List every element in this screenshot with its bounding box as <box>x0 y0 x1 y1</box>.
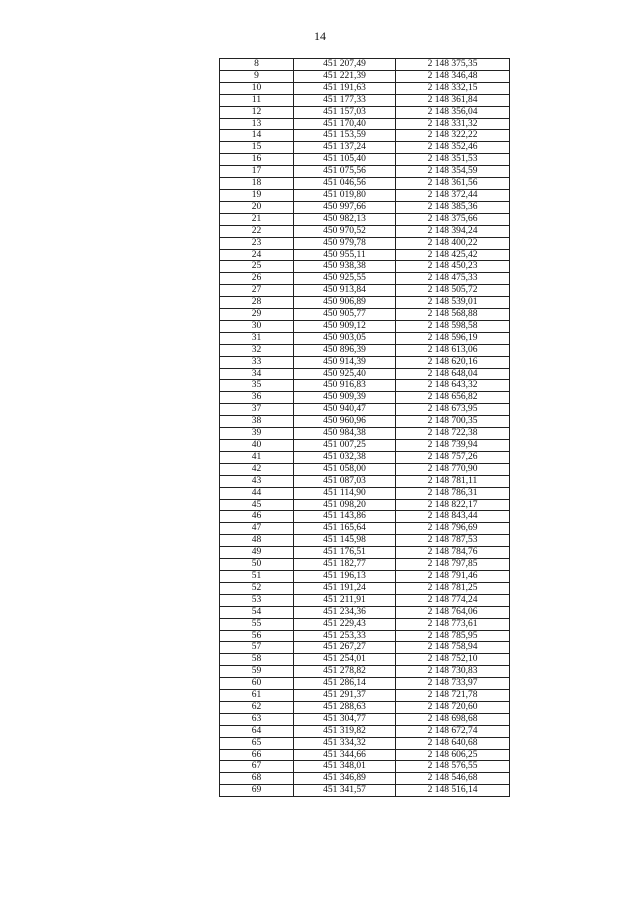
y-coordinate-cell: 2 148 656,82 <box>396 392 510 404</box>
x-coordinate-cell: 450 896,39 <box>294 344 396 356</box>
y-coordinate-cell: 2 148 739,94 <box>396 440 510 452</box>
table-row <box>220 261 510 273</box>
y-coordinate-cell: 2 148 576,55 <box>396 761 510 773</box>
y-coordinate-cell: 2 148 643,32 <box>396 380 510 392</box>
table-row <box>220 725 510 737</box>
point-number-cell: 50 <box>220 559 294 571</box>
point-number-cell: 35 <box>220 380 294 392</box>
x-coordinate-cell: 451 145,98 <box>294 535 396 547</box>
x-coordinate-cell: 451 291,37 <box>294 690 396 702</box>
x-coordinate-cell: 451 098,20 <box>294 499 396 511</box>
table-row <box>220 463 510 475</box>
x-coordinate-cell: 450 938,38 <box>294 261 396 273</box>
y-coordinate-cell: 2 148 450,23 <box>396 261 510 273</box>
y-coordinate-cell: 2 148 475,33 <box>396 273 510 285</box>
point-number-cell: 54 <box>220 606 294 618</box>
x-coordinate-cell: 451 304,77 <box>294 713 396 725</box>
point-number-cell: 28 <box>220 297 294 309</box>
y-coordinate-cell: 2 148 596,19 <box>396 332 510 344</box>
point-number-cell: 44 <box>220 487 294 499</box>
y-coordinate-cell: 2 148 774,24 <box>396 594 510 606</box>
point-number-cell: 46 <box>220 511 294 523</box>
y-coordinate-cell: 2 148 516,14 <box>396 785 510 797</box>
y-coordinate-cell: 2 148 758,94 <box>396 642 510 654</box>
point-number-cell: 14 <box>220 130 294 142</box>
table-row <box>220 451 510 463</box>
x-coordinate-cell: 451 105,40 <box>294 154 396 166</box>
table-row <box>220 249 510 261</box>
table-row <box>220 749 510 761</box>
table-row <box>220 332 510 344</box>
coordinates-table <box>219 58 510 797</box>
x-coordinate-cell: 451 191,24 <box>294 582 396 594</box>
point-number-cell: 43 <box>220 475 294 487</box>
point-number-cell: 11 <box>220 94 294 106</box>
x-coordinate-cell: 450 909,39 <box>294 392 396 404</box>
x-coordinate-cell: 450 903,05 <box>294 332 396 344</box>
x-coordinate-cell: 451 221,39 <box>294 70 396 82</box>
table-row <box>220 285 510 297</box>
table-row <box>220 559 510 571</box>
point-number-cell: 64 <box>220 725 294 737</box>
y-coordinate-cell: 2 148 730,83 <box>396 666 510 678</box>
point-number-cell: 55 <box>220 618 294 630</box>
coordinates-table-body <box>220 59 510 797</box>
point-number-cell: 27 <box>220 285 294 297</box>
table-row <box>220 701 510 713</box>
point-number-cell: 68 <box>220 773 294 785</box>
y-coordinate-cell: 2 148 606,25 <box>396 749 510 761</box>
point-number-cell: 51 <box>220 570 294 582</box>
x-coordinate-cell: 451 182,77 <box>294 559 396 571</box>
table-row <box>220 213 510 225</box>
y-coordinate-cell: 2 148 505,72 <box>396 285 510 297</box>
point-number-cell: 63 <box>220 713 294 725</box>
x-coordinate-cell: 451 170,40 <box>294 118 396 130</box>
y-coordinate-cell: 2 148 352,46 <box>396 142 510 154</box>
point-number-cell: 12 <box>220 106 294 118</box>
y-coordinate-cell: 2 148 752,10 <box>396 654 510 666</box>
y-coordinate-cell: 2 148 322,22 <box>396 130 510 142</box>
y-coordinate-cell: 2 148 332,15 <box>396 82 510 94</box>
point-number-cell: 45 <box>220 499 294 511</box>
y-coordinate-cell: 2 148 568,88 <box>396 309 510 321</box>
x-coordinate-cell: 450 984,38 <box>294 428 396 440</box>
table-row <box>220 547 510 559</box>
x-coordinate-cell: 451 137,24 <box>294 142 396 154</box>
y-coordinate-cell: 2 148 733,97 <box>396 678 510 690</box>
point-number-cell: 66 <box>220 749 294 761</box>
y-coordinate-cell: 2 148 757,26 <box>396 451 510 463</box>
table-row <box>220 368 510 380</box>
point-number-cell: 42 <box>220 463 294 475</box>
y-coordinate-cell: 2 148 773,61 <box>396 618 510 630</box>
point-number-cell: 56 <box>220 630 294 642</box>
x-coordinate-cell: 450 979,78 <box>294 237 396 249</box>
table-row <box>220 94 510 106</box>
y-coordinate-cell: 2 148 770,90 <box>396 463 510 475</box>
y-coordinate-cell: 2 148 791,46 <box>396 570 510 582</box>
x-coordinate-cell: 450 925,40 <box>294 368 396 380</box>
table-row <box>220 130 510 142</box>
table-row <box>220 59 510 71</box>
y-coordinate-cell: 2 148 843,44 <box>396 511 510 523</box>
table-row <box>220 356 510 368</box>
x-coordinate-cell: 451 157,03 <box>294 106 396 118</box>
table-row <box>220 320 510 332</box>
y-coordinate-cell: 2 148 375,35 <box>396 59 510 71</box>
table-row <box>220 618 510 630</box>
x-coordinate-cell: 451 196,13 <box>294 570 396 582</box>
x-coordinate-cell: 451 229,43 <box>294 618 396 630</box>
table-row <box>220 511 510 523</box>
point-number-cell: 29 <box>220 309 294 321</box>
y-coordinate-cell: 2 148 672,74 <box>396 725 510 737</box>
point-number-cell: 21 <box>220 213 294 225</box>
table-row <box>220 582 510 594</box>
table-row <box>220 297 510 309</box>
point-number-cell: 20 <box>220 201 294 213</box>
point-number-cell: 36 <box>220 392 294 404</box>
point-number-cell: 58 <box>220 654 294 666</box>
point-number-cell: 24 <box>220 249 294 261</box>
table-row <box>220 570 510 582</box>
table-row <box>220 785 510 797</box>
y-coordinate-cell: 2 148 722,38 <box>396 428 510 440</box>
x-coordinate-cell: 451 254,01 <box>294 654 396 666</box>
x-coordinate-cell: 451 348,01 <box>294 761 396 773</box>
point-number-cell: 69 <box>220 785 294 797</box>
point-number-cell: 67 <box>220 761 294 773</box>
table-row <box>220 737 510 749</box>
y-coordinate-cell: 2 148 785,95 <box>396 630 510 642</box>
x-coordinate-cell: 450 914,39 <box>294 356 396 368</box>
table-row <box>220 178 510 190</box>
point-number-cell: 8 <box>220 59 294 71</box>
y-coordinate-cell: 2 148 822,17 <box>396 499 510 511</box>
table-row <box>220 713 510 725</box>
x-coordinate-cell: 450 955,11 <box>294 249 396 261</box>
table-row <box>220 237 510 249</box>
point-number-cell: 33 <box>220 356 294 368</box>
point-number-cell: 16 <box>220 154 294 166</box>
point-number-cell: 34 <box>220 368 294 380</box>
point-number-cell: 15 <box>220 142 294 154</box>
x-coordinate-cell: 450 925,55 <box>294 273 396 285</box>
point-number-cell: 17 <box>220 166 294 178</box>
table-row <box>220 189 510 201</box>
x-coordinate-cell: 450 905,77 <box>294 309 396 321</box>
y-coordinate-cell: 2 148 385,36 <box>396 201 510 213</box>
table-row <box>220 666 510 678</box>
table-row <box>220 166 510 178</box>
x-coordinate-cell: 451 143,86 <box>294 511 396 523</box>
table-row <box>220 392 510 404</box>
point-number-cell: 47 <box>220 523 294 535</box>
point-number-cell: 19 <box>220 189 294 201</box>
x-coordinate-cell: 451 267,27 <box>294 642 396 654</box>
y-coordinate-cell: 2 148 700,35 <box>396 416 510 428</box>
point-number-cell: 22 <box>220 225 294 237</box>
table-row <box>220 606 510 618</box>
point-number-cell: 52 <box>220 582 294 594</box>
table-row <box>220 154 510 166</box>
point-number-cell: 23 <box>220 237 294 249</box>
table-row <box>220 690 510 702</box>
x-coordinate-cell: 451 234,36 <box>294 606 396 618</box>
y-coordinate-cell: 2 148 720,60 <box>396 701 510 713</box>
point-number-cell: 39 <box>220 428 294 440</box>
point-number-cell: 10 <box>220 82 294 94</box>
point-number-cell: 40 <box>220 440 294 452</box>
x-coordinate-cell: 451 075,56 <box>294 166 396 178</box>
table-row <box>220 642 510 654</box>
x-coordinate-cell: 451 286,14 <box>294 678 396 690</box>
table-row <box>220 428 510 440</box>
table-row <box>220 535 510 547</box>
y-coordinate-cell: 2 148 539,01 <box>396 297 510 309</box>
point-number-cell: 13 <box>220 118 294 130</box>
table-row <box>220 594 510 606</box>
x-coordinate-cell: 450 997,66 <box>294 201 396 213</box>
y-coordinate-cell: 2 148 620,16 <box>396 356 510 368</box>
table-row <box>220 440 510 452</box>
table-row <box>220 487 510 499</box>
x-coordinate-cell: 451 058,00 <box>294 463 396 475</box>
y-coordinate-cell: 2 148 372,44 <box>396 189 510 201</box>
x-coordinate-cell: 451 253,33 <box>294 630 396 642</box>
y-coordinate-cell: 2 148 351,53 <box>396 154 510 166</box>
table-row <box>220 404 510 416</box>
point-number-cell: 38 <box>220 416 294 428</box>
table-row <box>220 142 510 154</box>
x-coordinate-cell: 451 211,91 <box>294 594 396 606</box>
y-coordinate-cell: 2 148 784,76 <box>396 547 510 559</box>
table-row <box>220 416 510 428</box>
x-coordinate-cell: 451 046,56 <box>294 178 396 190</box>
table-row <box>220 761 510 773</box>
x-coordinate-cell: 451 341,57 <box>294 785 396 797</box>
x-coordinate-cell: 451 288,63 <box>294 701 396 713</box>
x-coordinate-cell: 450 970,52 <box>294 225 396 237</box>
point-number-cell: 61 <box>220 690 294 702</box>
table-row <box>220 70 510 82</box>
point-number-cell: 65 <box>220 737 294 749</box>
x-coordinate-cell: 451 165,64 <box>294 523 396 535</box>
y-coordinate-cell: 2 148 613,06 <box>396 344 510 356</box>
y-coordinate-cell: 2 148 673,95 <box>396 404 510 416</box>
x-coordinate-cell: 450 960,96 <box>294 416 396 428</box>
x-coordinate-cell: 451 019,80 <box>294 189 396 201</box>
y-coordinate-cell: 2 148 787,53 <box>396 535 510 547</box>
x-coordinate-cell: 451 334,32 <box>294 737 396 749</box>
table-row <box>220 118 510 130</box>
table-row <box>220 82 510 94</box>
y-coordinate-cell: 2 148 721,78 <box>396 690 510 702</box>
point-number-cell: 62 <box>220 701 294 713</box>
table-row <box>220 309 510 321</box>
table-row <box>220 678 510 690</box>
point-number-cell: 32 <box>220 344 294 356</box>
y-coordinate-cell: 2 148 797,85 <box>396 559 510 571</box>
x-coordinate-cell: 450 940,47 <box>294 404 396 416</box>
x-coordinate-cell: 450 916,83 <box>294 380 396 392</box>
y-coordinate-cell: 2 148 425,42 <box>396 249 510 261</box>
table-row <box>220 344 510 356</box>
y-coordinate-cell: 2 148 781,11 <box>396 475 510 487</box>
point-number-cell: 37 <box>220 404 294 416</box>
y-coordinate-cell: 2 148 764,06 <box>396 606 510 618</box>
x-coordinate-cell: 451 278,82 <box>294 666 396 678</box>
table-row <box>220 273 510 285</box>
y-coordinate-cell: 2 148 698,68 <box>396 713 510 725</box>
point-number-cell: 60 <box>220 678 294 690</box>
point-number-cell: 53 <box>220 594 294 606</box>
point-number-cell: 57 <box>220 642 294 654</box>
x-coordinate-cell: 451 032,38 <box>294 451 396 463</box>
x-coordinate-cell: 450 909,12 <box>294 320 396 332</box>
point-number-cell: 31 <box>220 332 294 344</box>
x-coordinate-cell: 451 007,25 <box>294 440 396 452</box>
y-coordinate-cell: 2 148 546,68 <box>396 773 510 785</box>
table-row <box>220 654 510 666</box>
point-number-cell: 18 <box>220 178 294 190</box>
table-row <box>220 106 510 118</box>
x-coordinate-cell: 451 344,66 <box>294 749 396 761</box>
point-number-cell: 26 <box>220 273 294 285</box>
y-coordinate-cell: 2 148 346,48 <box>396 70 510 82</box>
y-coordinate-cell: 2 148 640,68 <box>396 737 510 749</box>
point-number-cell: 25 <box>220 261 294 273</box>
y-coordinate-cell: 2 148 361,84 <box>396 94 510 106</box>
table-row <box>220 225 510 237</box>
point-number-cell: 59 <box>220 666 294 678</box>
x-coordinate-cell: 451 153,59 <box>294 130 396 142</box>
y-coordinate-cell: 2 148 331,32 <box>396 118 510 130</box>
y-coordinate-cell: 2 148 598,58 <box>396 320 510 332</box>
table-row <box>220 380 510 392</box>
x-coordinate-cell: 451 177,33 <box>294 94 396 106</box>
x-coordinate-cell: 451 087,03 <box>294 475 396 487</box>
x-coordinate-cell: 451 319,82 <box>294 725 396 737</box>
point-number-cell: 30 <box>220 320 294 332</box>
y-coordinate-cell: 2 148 361,56 <box>396 178 510 190</box>
x-coordinate-cell: 450 982,13 <box>294 213 396 225</box>
y-coordinate-cell: 2 148 394,24 <box>396 225 510 237</box>
y-coordinate-cell: 2 148 796,69 <box>396 523 510 535</box>
x-coordinate-cell: 451 207,49 <box>294 59 396 71</box>
table-row <box>220 523 510 535</box>
point-number-cell: 9 <box>220 70 294 82</box>
x-coordinate-cell: 451 346,89 <box>294 773 396 785</box>
y-coordinate-cell: 2 148 786,31 <box>396 487 510 499</box>
point-number-cell: 41 <box>220 451 294 463</box>
point-number-cell: 49 <box>220 547 294 559</box>
y-coordinate-cell: 2 148 400,22 <box>396 237 510 249</box>
y-coordinate-cell: 2 148 648,04 <box>396 368 510 380</box>
point-number-cell: 48 <box>220 535 294 547</box>
table-row <box>220 499 510 511</box>
table-row <box>220 773 510 785</box>
y-coordinate-cell: 2 148 781,25 <box>396 582 510 594</box>
x-coordinate-cell: 451 114,90 <box>294 487 396 499</box>
x-coordinate-cell: 450 913,84 <box>294 285 396 297</box>
y-coordinate-cell: 2 148 375,66 <box>396 213 510 225</box>
x-coordinate-cell: 451 191,63 <box>294 82 396 94</box>
page-number: 14 <box>314 29 326 43</box>
table-row <box>220 201 510 213</box>
x-coordinate-cell: 450 906,89 <box>294 297 396 309</box>
y-coordinate-cell: 2 148 356,04 <box>396 106 510 118</box>
x-coordinate-cell: 451 176,51 <box>294 547 396 559</box>
table-row <box>220 630 510 642</box>
y-coordinate-cell: 2 148 354,59 <box>396 166 510 178</box>
table-row <box>220 475 510 487</box>
